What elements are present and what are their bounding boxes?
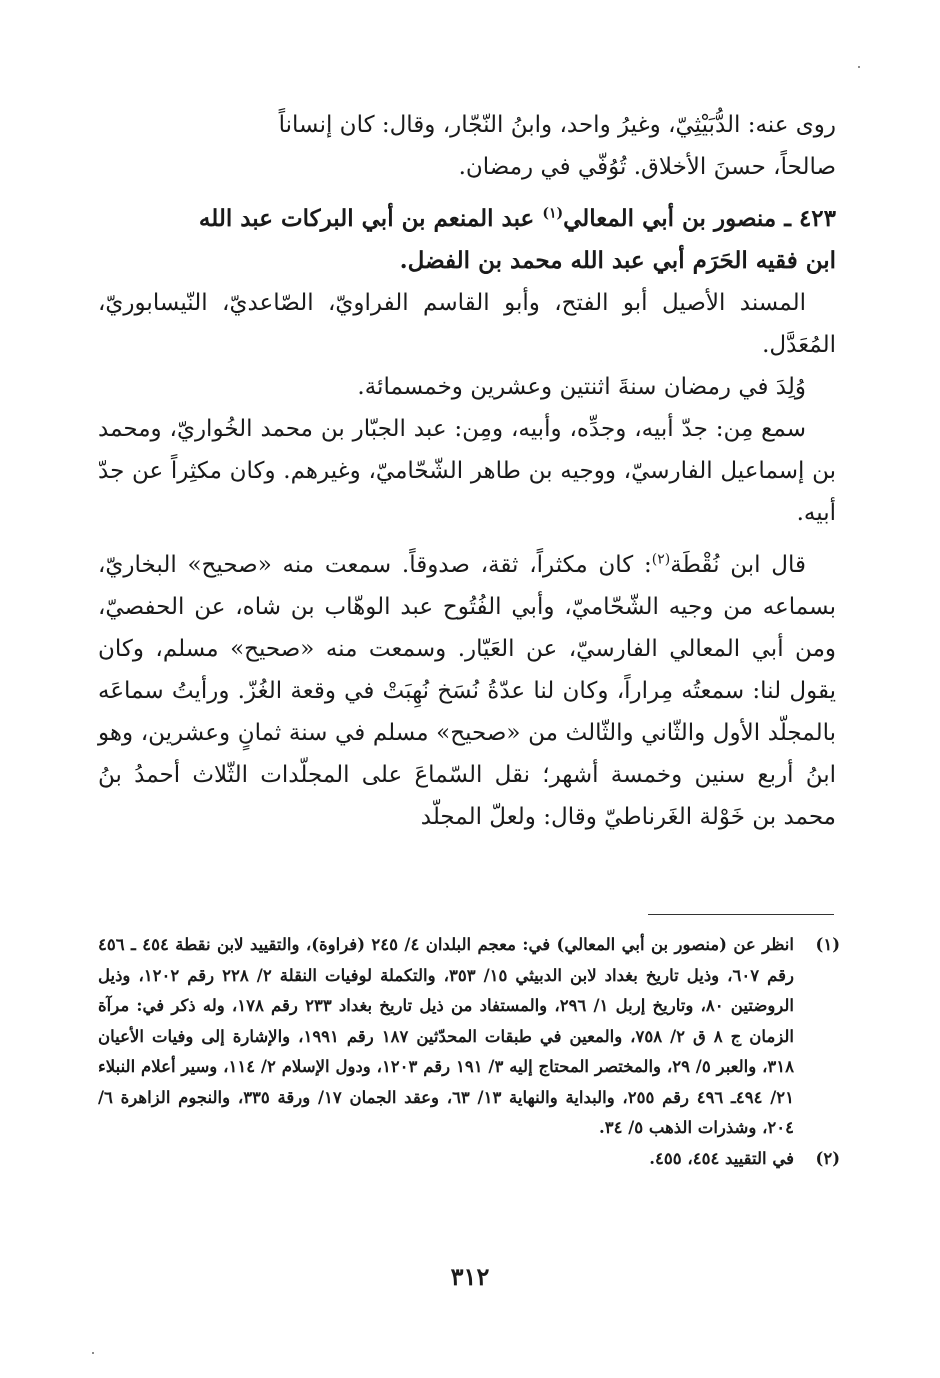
paragraph-line: روى عنه: الدُّبَيْثِيّ، وغيرُ واحد، وابنُ النّجّار، وقال: كان إنساناً	[278, 112, 836, 138]
entry-heading	[98, 198, 836, 282]
footnote-text: انظر عن (منصور بن أبي المعالي) في: معجم البلدان ٤/ ٢٤٥ (فراوة)، والتقييد لابن نقطة ٤٥٤ ـ ٤٥٦ رقم ٦٠٧، وذيل تاريخ بغداد لابن الدبيثي ١٥/ ٣٥٣، والتكملة لوفيات النقلة ٢/ ٢٢٨ رقم ١٢٠٢، وذيل الروضتين ٨٠، وتاريخ إربل ١/ ٢٩٦، والمستفاد من ذيل تاريخ بغداد ٢٣٣ رقم ١٧٨، وله ذكر في: مرآة الزمان ج ٨ ق ٢/ ٧٥٨، والمعين في طبقات المحدّثين ١٨٧ رقم ١٩٩١، والإشارة إلى وفيات الأعيان ٣١٨، والعبر ٥/ ٢٩، والمختصر المحتاج إليه ٣/ ١٩١ رقم ١٢٠٣، ودول الإسلام ٢/ ١١٤، وسير أعلام النبلاء ٢١/ ٤٩٤ـ ٤٩٦ رقم ٢٥٥، والبداية والنهاية ١٣/ ٦٣، وعقد الجمان ١٧/ ورقة ٣٣٥، والنجوم الزاهرة ٦/ ٢٠٤، وشذرات الذهب ٥/ ٣٤.	[98, 935, 795, 1137]
main-text	[98, 104, 836, 838]
footnote-number: (١)	[815, 935, 840, 954]
footnote-ref-1[interactable]: (١)	[542, 205, 564, 222]
entry-number: ٤٢٣ ـ	[784, 205, 836, 232]
quote-body: : كان مكثراً، ثقة، صدوقاً. سمعت منه «صحيح» البخاريّ، بسماعه من وجيه الشّحّاميّ، وأبي الفُتُوح عبد الوهّاب بن شاه، عن الحفصيّ، ومن أبي المعالي الفارسيّ، عن العَيّار. وسمعت منه «صحيح» مسلم، وكان يقول لنا: سمعتُه مِراراً، وكان لنا عدّةُ نُسَخ نُهِبَتْ في وقعة الغُزّ. ورأيتُ سماعَه بالمجلّد الأول والثّاني والثّالث من «صحيح» مسلم في سنة ثمانٍ وعشرين، وهو ابنُ أربع سنين وخمسة أشهر؛ نقل السّماعَ على المجلّدات الثّلاث أحمدُ بنُ محمد بن خَوْلة الغَرناطيّ وقال: ولعلّ المجلّد	[98, 552, 836, 830]
footnote-text: في التقييد ٤٥٤، ٤٥٥.	[649, 1148, 794, 1168]
entry-lineage-cont: ابن فقيه الحَرَم أبي عبد الله محمد بن الفضل.	[399, 247, 836, 274]
footnote-ref-2[interactable]: (٢)	[651, 551, 671, 568]
footnotes	[98, 930, 840, 1174]
entry-name: منصور بن أبي المعالي	[563, 205, 777, 232]
footnote-divider	[648, 914, 834, 915]
page-number: ٣١٢	[450, 1262, 490, 1291]
footnote-1	[98, 930, 840, 1144]
paragraph-teachers: سمع مِن: جدّ أبيه، وجدِّه، وأبيه، ومِن: عبد الجبّار بن محمد الخُواريّ، ومحمد بن إسماعيل الفارسيّ، ووجيه بن طاهر الشّحّاميّ، وغيرهم. وكان مكثِراً عن جدّ أبيه.	[98, 416, 836, 526]
scan-speck	[858, 66, 860, 68]
quote-source: قال ابن نُقْطَة	[670, 552, 806, 578]
paragraph-titles: المسند الأصيل أبو الفتح، وأبو القاسم الفراويّ، الصّاعديّ، النّيسابوريّ، المُعَدَّل.	[98, 290, 836, 358]
paragraph-narrators	[98, 104, 836, 188]
footnote-2	[98, 1144, 840, 1175]
paragraph-quote	[98, 544, 836, 838]
paragraph-line: صالحاً، حسنَ الأخلاق. تُوُفّي في رمضان.	[458, 154, 836, 180]
entry-lineage: عبد المنعم بن أبي البركات عبد الله	[198, 205, 535, 232]
footnote-number: (٢)	[815, 1148, 840, 1168]
scan-speck	[92, 1352, 94, 1354]
paragraph-birth: وُلِدَ في رمضان سنةَ اثنتين وعشرين وخمسمائة.	[357, 374, 806, 400]
